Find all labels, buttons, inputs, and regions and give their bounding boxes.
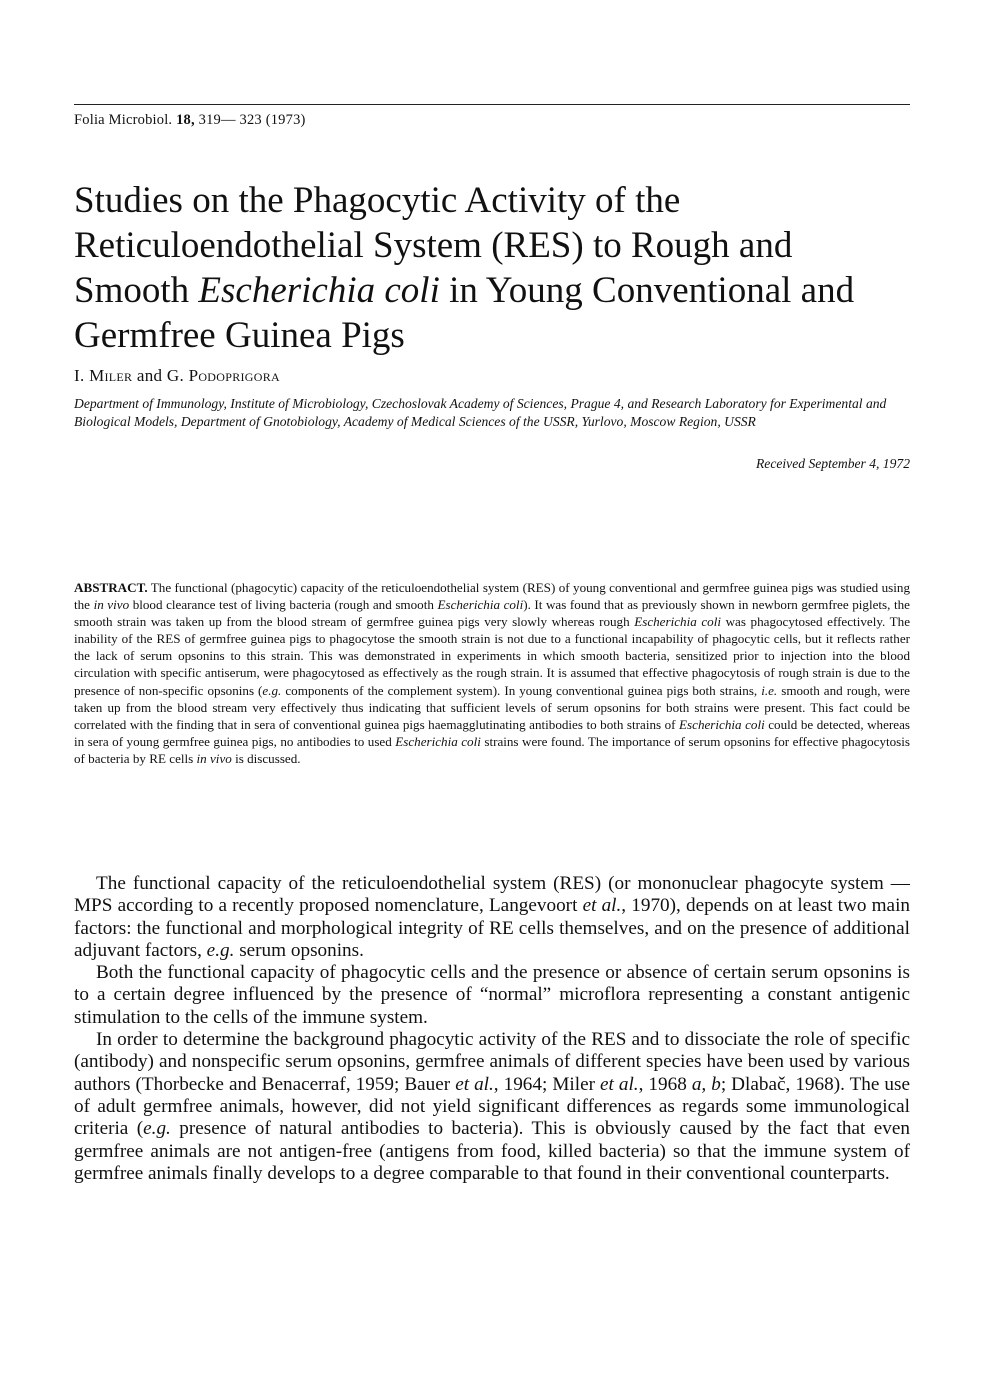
paper-title bbox=[74, 178, 914, 358]
author-1-initial: I. bbox=[74, 366, 90, 385]
abstract-italic: e.g. bbox=[262, 682, 282, 698]
body-italic: et al. bbox=[600, 1073, 639, 1095]
abstract-italic: i.e. bbox=[761, 682, 778, 698]
paragraph-2: Both the functional capacity of phagocytic cells and the presence or absence of certain serum opsonins is to a certain degree influenced by the presence of “normal” microflora representing a constant antigenic stimulation to the cells of the immune system. bbox=[74, 962, 910, 1028]
abstract-label: ABSTRACT. bbox=[74, 580, 148, 595]
abstract-text: could be detected, whereas in sera of young germfree guinea pigs, no antibodies to used bbox=[74, 716, 910, 749]
body-text-run: In order to determine the background phagocytic activity of the RES and to dissociate the role of specific (antibody) and nonspecific serum opsonins, germfree animals of different species have been used by various authors (Thorbecke and Benacerraf, 1959; Bauer bbox=[74, 1029, 910, 1095]
body-italic: et al. bbox=[455, 1073, 494, 1095]
abstract bbox=[74, 579, 910, 767]
journal-volume: 18, bbox=[176, 112, 195, 128]
authors-conjunction: and G. bbox=[132, 366, 189, 385]
title-part-2: in Young Conventional and Germfree Guinea Pigs bbox=[74, 270, 855, 356]
affiliation: Department of Immunology, Institute of Microbiology, Czechoslovak Academy of Sciences, Prague 4, and Research Laboratory for Experimental and Biological Models, Department of Gnotobiology, Academy of Medical Sciences of the USSR, Yurlovo, Moscow Region, USSR bbox=[74, 396, 887, 429]
body-italic: e.g. bbox=[206, 939, 235, 961]
abstract-italic: in vivo bbox=[196, 750, 232, 766]
abstract-text: strains were found. The importance of serum opsonins for effective phagocytosis of bacteria by RE cells bbox=[74, 733, 911, 766]
body-text-run: , 1964; Miler bbox=[493, 1073, 600, 1095]
journal-reference bbox=[74, 112, 306, 129]
body-italic: a, b bbox=[691, 1073, 721, 1095]
abstract-italic: Escherichia coli bbox=[437, 597, 524, 613]
title-organism: Escherichia coli bbox=[198, 270, 440, 311]
abstract-italic: Escherichia coli bbox=[679, 716, 765, 732]
abstract-text: smooth and rough, were taken up from the blood stream very effectively thus indicating that sufficient levels of serum opsonins for both strains were present. This fact could be correlated with the finding that in sera of conventional guinea pigs haemagglutinating antibodies to both strains of bbox=[74, 682, 910, 732]
body-text bbox=[74, 873, 910, 1185]
journal-pages: 319— 323 (1973) bbox=[198, 112, 306, 128]
body-italic: et al. bbox=[582, 895, 622, 917]
journal-name: Folia Microbiol. bbox=[74, 112, 173, 128]
abstract-text: was phagocytosed effectively. The inability of the RES of germfree guinea pigs to phagocytose the smooth strain is not due to a functional incapability of phagocytic cells, but it reflects rather the lack of serum opsonins to this strain. This was demonstrated in experiments in which smooth bacteria, sensitized prior to injection into the blood circulation with specific antiserum, were phagocytosed as effectively as the rough strain. It is assumed that effective phagocytosis of rough strain is due to the presence of non-specific opsonins ( bbox=[74, 614, 911, 698]
abstract-text: ). It was found that as previously shown in newborn germfree piglets, the smooth strain was taken up from the blood stream of germfree guinea pigs very slowly whereas rough bbox=[74, 597, 910, 630]
abstract-text: is discussed. bbox=[231, 750, 301, 766]
abstract-text: blood clearance test of living bacteria (rough and smooth bbox=[129, 597, 438, 613]
body-italic: e.g. bbox=[143, 1118, 171, 1140]
paragraph-1 bbox=[74, 873, 910, 962]
abstract-italic: Escherichia coli bbox=[634, 614, 721, 630]
abstract-italic: in vivo bbox=[93, 597, 130, 613]
abstract-italic: Escherichia coli bbox=[395, 733, 481, 749]
authors bbox=[74, 366, 280, 386]
abstract-text: components of the complement system). In young conventional guinea pigs both strains, bbox=[281, 682, 762, 698]
body-text-run: presence of natural antibodies to bacteria). This is obviously caused by the fact that even germfree animals are not antigen-free (antigens from food, killed bacteria) so that the immune system of germfree animals finally develops to a degree comparable to that found in their conventional counterparts. bbox=[74, 1118, 910, 1184]
title-part-1: Studies on the Phagocytic Activity of the Reticuloendothelial System (RES) to Rough and Smooth bbox=[74, 180, 793, 311]
body-text-run: ; Dlabač, 1968). The use of adult germfree animals, however, did not yield significant differences as regards some immunological criteria ( bbox=[74, 1073, 910, 1140]
author-2-surname: Podoprigora bbox=[188, 366, 281, 385]
author-1-surname: Miler bbox=[89, 366, 133, 385]
body-text-run: , 1968 bbox=[638, 1073, 692, 1095]
header-rule bbox=[74, 104, 910, 105]
paragraph-3 bbox=[74, 1029, 910, 1185]
body-text-run: , 1970), depends on at least two main factors: the functional and morphological integrity of RE cells themselves, and on the presence of additional adjuvant factors, bbox=[74, 895, 910, 961]
received-date: Received September 4, 1972 bbox=[756, 456, 910, 471]
abstract-text: The functional (phagocytic) capacity of the reticuloendothelial system (RES) of young conventional and germfree guinea pigs was studied using the bbox=[74, 580, 910, 613]
body-text-run: serum opsonins. bbox=[234, 939, 364, 961]
body-text-run: The functional capacity of the reticuloendothelial system (RES) (or mononuclear phagocyte system — MPS according to a recently proposed nomenclature, Langevoort bbox=[74, 873, 910, 917]
